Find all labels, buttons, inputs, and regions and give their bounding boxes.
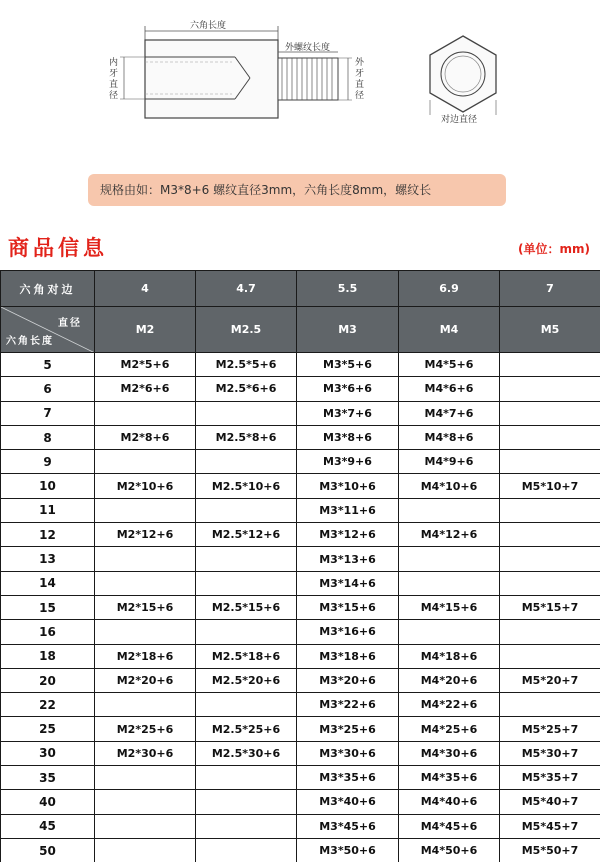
spec-cell: [196, 498, 297, 522]
length-cell: 16: [1, 620, 95, 644]
table-row: [1, 814, 600, 838]
spec-cell: M2*10+6: [95, 474, 196, 498]
spec-cell: M2.5*30+6: [196, 741, 297, 765]
spec-cell: M4*40+6: [399, 790, 500, 814]
across-flats-value: 4.7: [196, 271, 297, 307]
spec-cell: M2*18+6: [95, 644, 196, 668]
spec-cell: M2*20+6: [95, 668, 196, 692]
spec-cell: M5*35+7: [500, 766, 600, 790]
spec-cell: M2*6+6: [95, 377, 196, 401]
spec-cell: M4*25+6: [399, 717, 500, 741]
spec-cell: [500, 547, 600, 571]
spec-cell: M4*20+6: [399, 668, 500, 692]
table-row: [1, 595, 600, 619]
table-row: [1, 377, 600, 401]
spec-cell: [95, 401, 196, 425]
length-cell: 7: [1, 401, 95, 425]
spec-cell: [500, 644, 600, 668]
spec-cell: M3*50+6: [297, 838, 399, 862]
spec-cell: M2*5+6: [95, 353, 196, 377]
length-cell: 9: [1, 450, 95, 474]
spec-cell: [196, 620, 297, 644]
spec-cell: [399, 571, 500, 595]
length-cell: 40: [1, 790, 95, 814]
diameter-value: M2: [95, 307, 196, 353]
across-flats-value: 5.5: [297, 271, 399, 307]
spec-cell: [399, 547, 500, 571]
spec-cell: M5*15+7: [500, 595, 600, 619]
spec-cell: M3*20+6: [297, 668, 399, 692]
spec-cell: [500, 523, 600, 547]
across-flats-label: 对边直径: [441, 115, 478, 125]
spec-cell: M2.5*20+6: [196, 668, 297, 692]
spec-cell: [500, 620, 600, 644]
length-cell: 12: [1, 523, 95, 547]
length-cell: 10: [1, 474, 95, 498]
spec-cell: M4*45+6: [399, 814, 500, 838]
ext-thread-dia-label: 外牙直径: [354, 58, 364, 101]
ext-thread-length-label: 外螺纹长度: [285, 43, 331, 53]
table-row: [1, 766, 600, 790]
spec-cell: M3*13+6: [297, 547, 399, 571]
spec-cell: M3*11+6: [297, 498, 399, 522]
spec-cell: M2.5*10+6: [196, 474, 297, 498]
spec-cell: [95, 450, 196, 474]
length-cell: 8: [1, 425, 95, 449]
standoff-diagram: [0, 0, 600, 165]
spec-example-note: 规格由如：M3*8+6 螺纹直径3mm，六角长度8mm，螺纹长: [88, 174, 506, 206]
table-row: [1, 547, 600, 571]
spec-cell: [500, 571, 600, 595]
table-row: [1, 693, 600, 717]
table-row: [1, 790, 600, 814]
table-row: [1, 620, 600, 644]
spec-cell: [95, 498, 196, 522]
length-cell: 18: [1, 644, 95, 668]
spec-cell: M4*10+6: [399, 474, 500, 498]
spec-cell: [399, 620, 500, 644]
spec-cell: [196, 814, 297, 838]
spec-cell: M3*9+6: [297, 450, 399, 474]
spec-cell: [95, 766, 196, 790]
table-row: [1, 644, 600, 668]
hex-length-label: 六角长度: [190, 21, 227, 31]
spec-cell: M4*50+6: [399, 838, 500, 862]
spec-cell: M4*7+6: [399, 401, 500, 425]
spec-cell: M4*22+6: [399, 693, 500, 717]
spec-cell: M4*5+6: [399, 353, 500, 377]
table-row: [1, 425, 600, 449]
corner-header-cell: [1, 307, 95, 353]
spec-cell: M3*12+6: [297, 523, 399, 547]
spec-cell: [196, 790, 297, 814]
spec-cell: M5*10+7: [500, 474, 600, 498]
standoff-drawing-icon: [0, 0, 600, 165]
spec-cell: M3*18+6: [297, 644, 399, 668]
spec-cell: M2.5*8+6: [196, 425, 297, 449]
spec-cell: M2*8+6: [95, 425, 196, 449]
spec-cell: [500, 450, 600, 474]
table-row: [1, 668, 600, 692]
spec-cell: M3*7+6: [297, 401, 399, 425]
length-cell: 25: [1, 717, 95, 741]
spec-cell: M4*12+6: [399, 523, 500, 547]
length-cell: 50: [1, 838, 95, 862]
spec-cell: M3*40+6: [297, 790, 399, 814]
spec-cell: M5*40+7: [500, 790, 600, 814]
spec-cell: M5*50+7: [500, 838, 600, 862]
spec-cell: M5*25+7: [500, 717, 600, 741]
spec-cell: M3*25+6: [297, 717, 399, 741]
length-cell: 6: [1, 377, 95, 401]
spec-cell: M5*45+7: [500, 814, 600, 838]
length-cell: 45: [1, 814, 95, 838]
spec-cell: M2*12+6: [95, 523, 196, 547]
spec-cell: M2.5*12+6: [196, 523, 297, 547]
spec-cell: [500, 425, 600, 449]
unit-note: (单位：mm): [518, 242, 590, 256]
spec-cell: M3*6+6: [297, 377, 399, 401]
spec-cell: M3*10+6: [297, 474, 399, 498]
spec-cell: M3*35+6: [297, 766, 399, 790]
across-flats-header: 六角对边: [1, 271, 95, 307]
spec-cell: M4*6+6: [399, 377, 500, 401]
spec-cell: [196, 838, 297, 862]
length-header: 六角长度: [6, 336, 54, 347]
section-title: 商品信息: [8, 236, 108, 260]
spec-cell: [399, 498, 500, 522]
spec-cell: M5*20+7: [500, 668, 600, 692]
length-cell: 20: [1, 668, 95, 692]
table-row: [1, 717, 600, 741]
spec-cell: M4*9+6: [399, 450, 500, 474]
spec-cell: M2.5*18+6: [196, 644, 297, 668]
spec-cell: [95, 693, 196, 717]
spec-cell: [95, 547, 196, 571]
spec-cell: [95, 814, 196, 838]
spec-cell: [500, 401, 600, 425]
length-cell: 11: [1, 498, 95, 522]
table-row: [1, 401, 600, 425]
spec-cell: [500, 693, 600, 717]
table-row: [1, 523, 600, 547]
table-row: [1, 498, 600, 522]
length-cell: 35: [1, 766, 95, 790]
spec-cell: [196, 571, 297, 595]
length-cell: 14: [1, 571, 95, 595]
length-cell: 5: [1, 353, 95, 377]
across-flats-value: 4: [95, 271, 196, 307]
diameter-value: M2.5: [196, 307, 297, 353]
diameter-value: M5: [500, 307, 600, 353]
table-row: [1, 741, 600, 765]
spec-cell: M2*25+6: [95, 717, 196, 741]
spec-cell: [196, 401, 297, 425]
spec-cell: M2*15+6: [95, 595, 196, 619]
spec-cell: M4*15+6: [399, 595, 500, 619]
across-flats-value: 7: [500, 271, 600, 307]
spec-cell: [95, 620, 196, 644]
length-cell: 15: [1, 595, 95, 619]
spec-cell: M3*5+6: [297, 353, 399, 377]
spec-cell: M2.5*15+6: [196, 595, 297, 619]
spec-cell: M4*35+6: [399, 766, 500, 790]
spec-cell: M3*14+6: [297, 571, 399, 595]
spec-cell: M2.5*5+6: [196, 353, 297, 377]
int-thread-dia-label: 内牙直径: [108, 58, 118, 101]
spec-cell: [196, 766, 297, 790]
length-cell: 30: [1, 741, 95, 765]
spec-cell: M3*30+6: [297, 741, 399, 765]
table-row: [1, 474, 600, 498]
table-row: [1, 450, 600, 474]
spec-cell: [500, 377, 600, 401]
diameter-header: 直径: [58, 318, 82, 329]
length-cell: 13: [1, 547, 95, 571]
table-row: [1, 838, 600, 862]
spec-cell: [500, 353, 600, 377]
spec-cell: M2.5*25+6: [196, 717, 297, 741]
spec-cell: M4*18+6: [399, 644, 500, 668]
table-row: [1, 353, 600, 377]
diameter-value: M4: [399, 307, 500, 353]
spec-cell: M3*15+6: [297, 595, 399, 619]
spec-cell: [196, 547, 297, 571]
spec-cell: M4*8+6: [399, 425, 500, 449]
spec-cell: [95, 790, 196, 814]
spec-cell: [95, 571, 196, 595]
spec-cell: M2*30+6: [95, 741, 196, 765]
diameter-row: [1, 307, 600, 353]
spec-cell: [196, 450, 297, 474]
diameter-value: M3: [297, 307, 399, 353]
table-row: [1, 571, 600, 595]
across-flats-row: [1, 271, 600, 307]
spec-cell: [95, 838, 196, 862]
spec-cell: [196, 693, 297, 717]
spec-cell: M3*8+6: [297, 425, 399, 449]
spec-cell: M3*45+6: [297, 814, 399, 838]
across-flats-value: 6.9: [399, 271, 500, 307]
spec-cell: M3*22+6: [297, 693, 399, 717]
spec-cell: M3*16+6: [297, 620, 399, 644]
spec-table: [0, 270, 600, 862]
spec-cell: M4*30+6: [399, 741, 500, 765]
length-cell: 22: [1, 693, 95, 717]
spec-cell: [500, 498, 600, 522]
spec-cell: M5*30+7: [500, 741, 600, 765]
spec-cell: M2.5*6+6: [196, 377, 297, 401]
